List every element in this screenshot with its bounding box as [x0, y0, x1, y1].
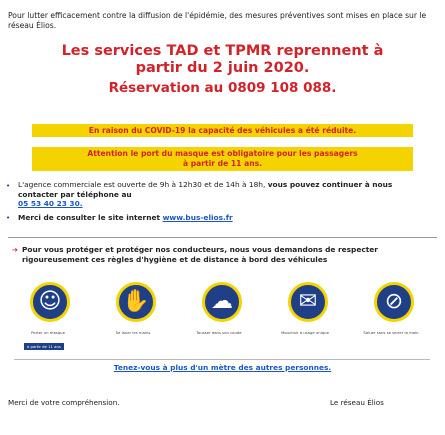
age-tag: à partir de 11 ans — [24, 343, 64, 350]
gesture-caption-cough: Tousser dans son coude — [196, 330, 242, 335]
no-handshake-icon: ⊘ — [374, 282, 414, 322]
website-label: Merci de consulter le site internet — [18, 213, 163, 222]
bullet-dot-icon: • — [6, 182, 11, 190]
intro-text: Pour lutter efficacement contre la diffusion de l'épidémie, des mesures préventives sont mises en place sur le réseau Élios. — [8, 11, 427, 30]
mask-icon: ☺ — [30, 282, 70, 322]
website-line — [18, 213, 433, 223]
gesture-caption-tissue: Mouchoir à usage unique — [281, 330, 329, 335]
gestures-row — [22, 282, 422, 328]
bullet-dot-icon: • — [6, 214, 11, 222]
distance-rule: Tenez-vous à plus d'un mètre des autres personnes. — [113, 363, 332, 372]
agency-hours-text: L'agence commerciale est ouverte de 9h à 12h30 et de 14h à 18h, — [18, 180, 268, 189]
divider — [8, 237, 437, 238]
headline-line-2: partir du 2 juin 2020. — [135, 60, 310, 76]
agency-contact-text: vous pouvez continuer à nous contacter par téléphone au — [18, 180, 393, 199]
mask-banner-line-1: Attention le port du masque est obligatoire pour les passagers — [87, 149, 358, 158]
divider — [14, 359, 430, 360]
agency-hours — [18, 180, 433, 209]
thanks-text: Merci de votre compréhension. — [8, 398, 120, 407]
protect-text: Pour vous protéger et protéger nos conducteurs, nous vous demandons de respecter rigoureusement ces règles d'hygiène et de distance à bord des véhicules — [22, 245, 378, 264]
arrow-icon: ➔ — [12, 246, 18, 254]
tissue-icon: ✉ — [288, 282, 328, 322]
headline-line-1: Les services TAD et TPMR reprennent à — [61, 43, 384, 59]
covid-capacity-banner: En raison du COVID-19 la capacité des véhicules a été réduite. — [32, 124, 413, 137]
handwash-icon: ✋ — [116, 282, 156, 322]
signature-text: Le réseau Élios — [330, 398, 384, 407]
gesture-caption-mask: Porter un masque — [31, 330, 65, 335]
gesture-caption-handwash: Se laver les mains — [115, 330, 151, 335]
reservation-line: Réservation au 0809 108 088. — [108, 80, 337, 96]
mask-banner — [32, 147, 413, 171]
website-link[interactable]: www.bus-elios.fr — [162, 213, 233, 222]
agency-phone-link[interactable]: 05 53 40 23 30. — [18, 199, 83, 208]
cough-icon: ☁ — [202, 282, 242, 322]
gesture-caption-handshake: Saluer sans se serrer la main — [363, 330, 419, 335]
mask-banner-line-2: à partir de 11 ans. — [182, 159, 263, 168]
